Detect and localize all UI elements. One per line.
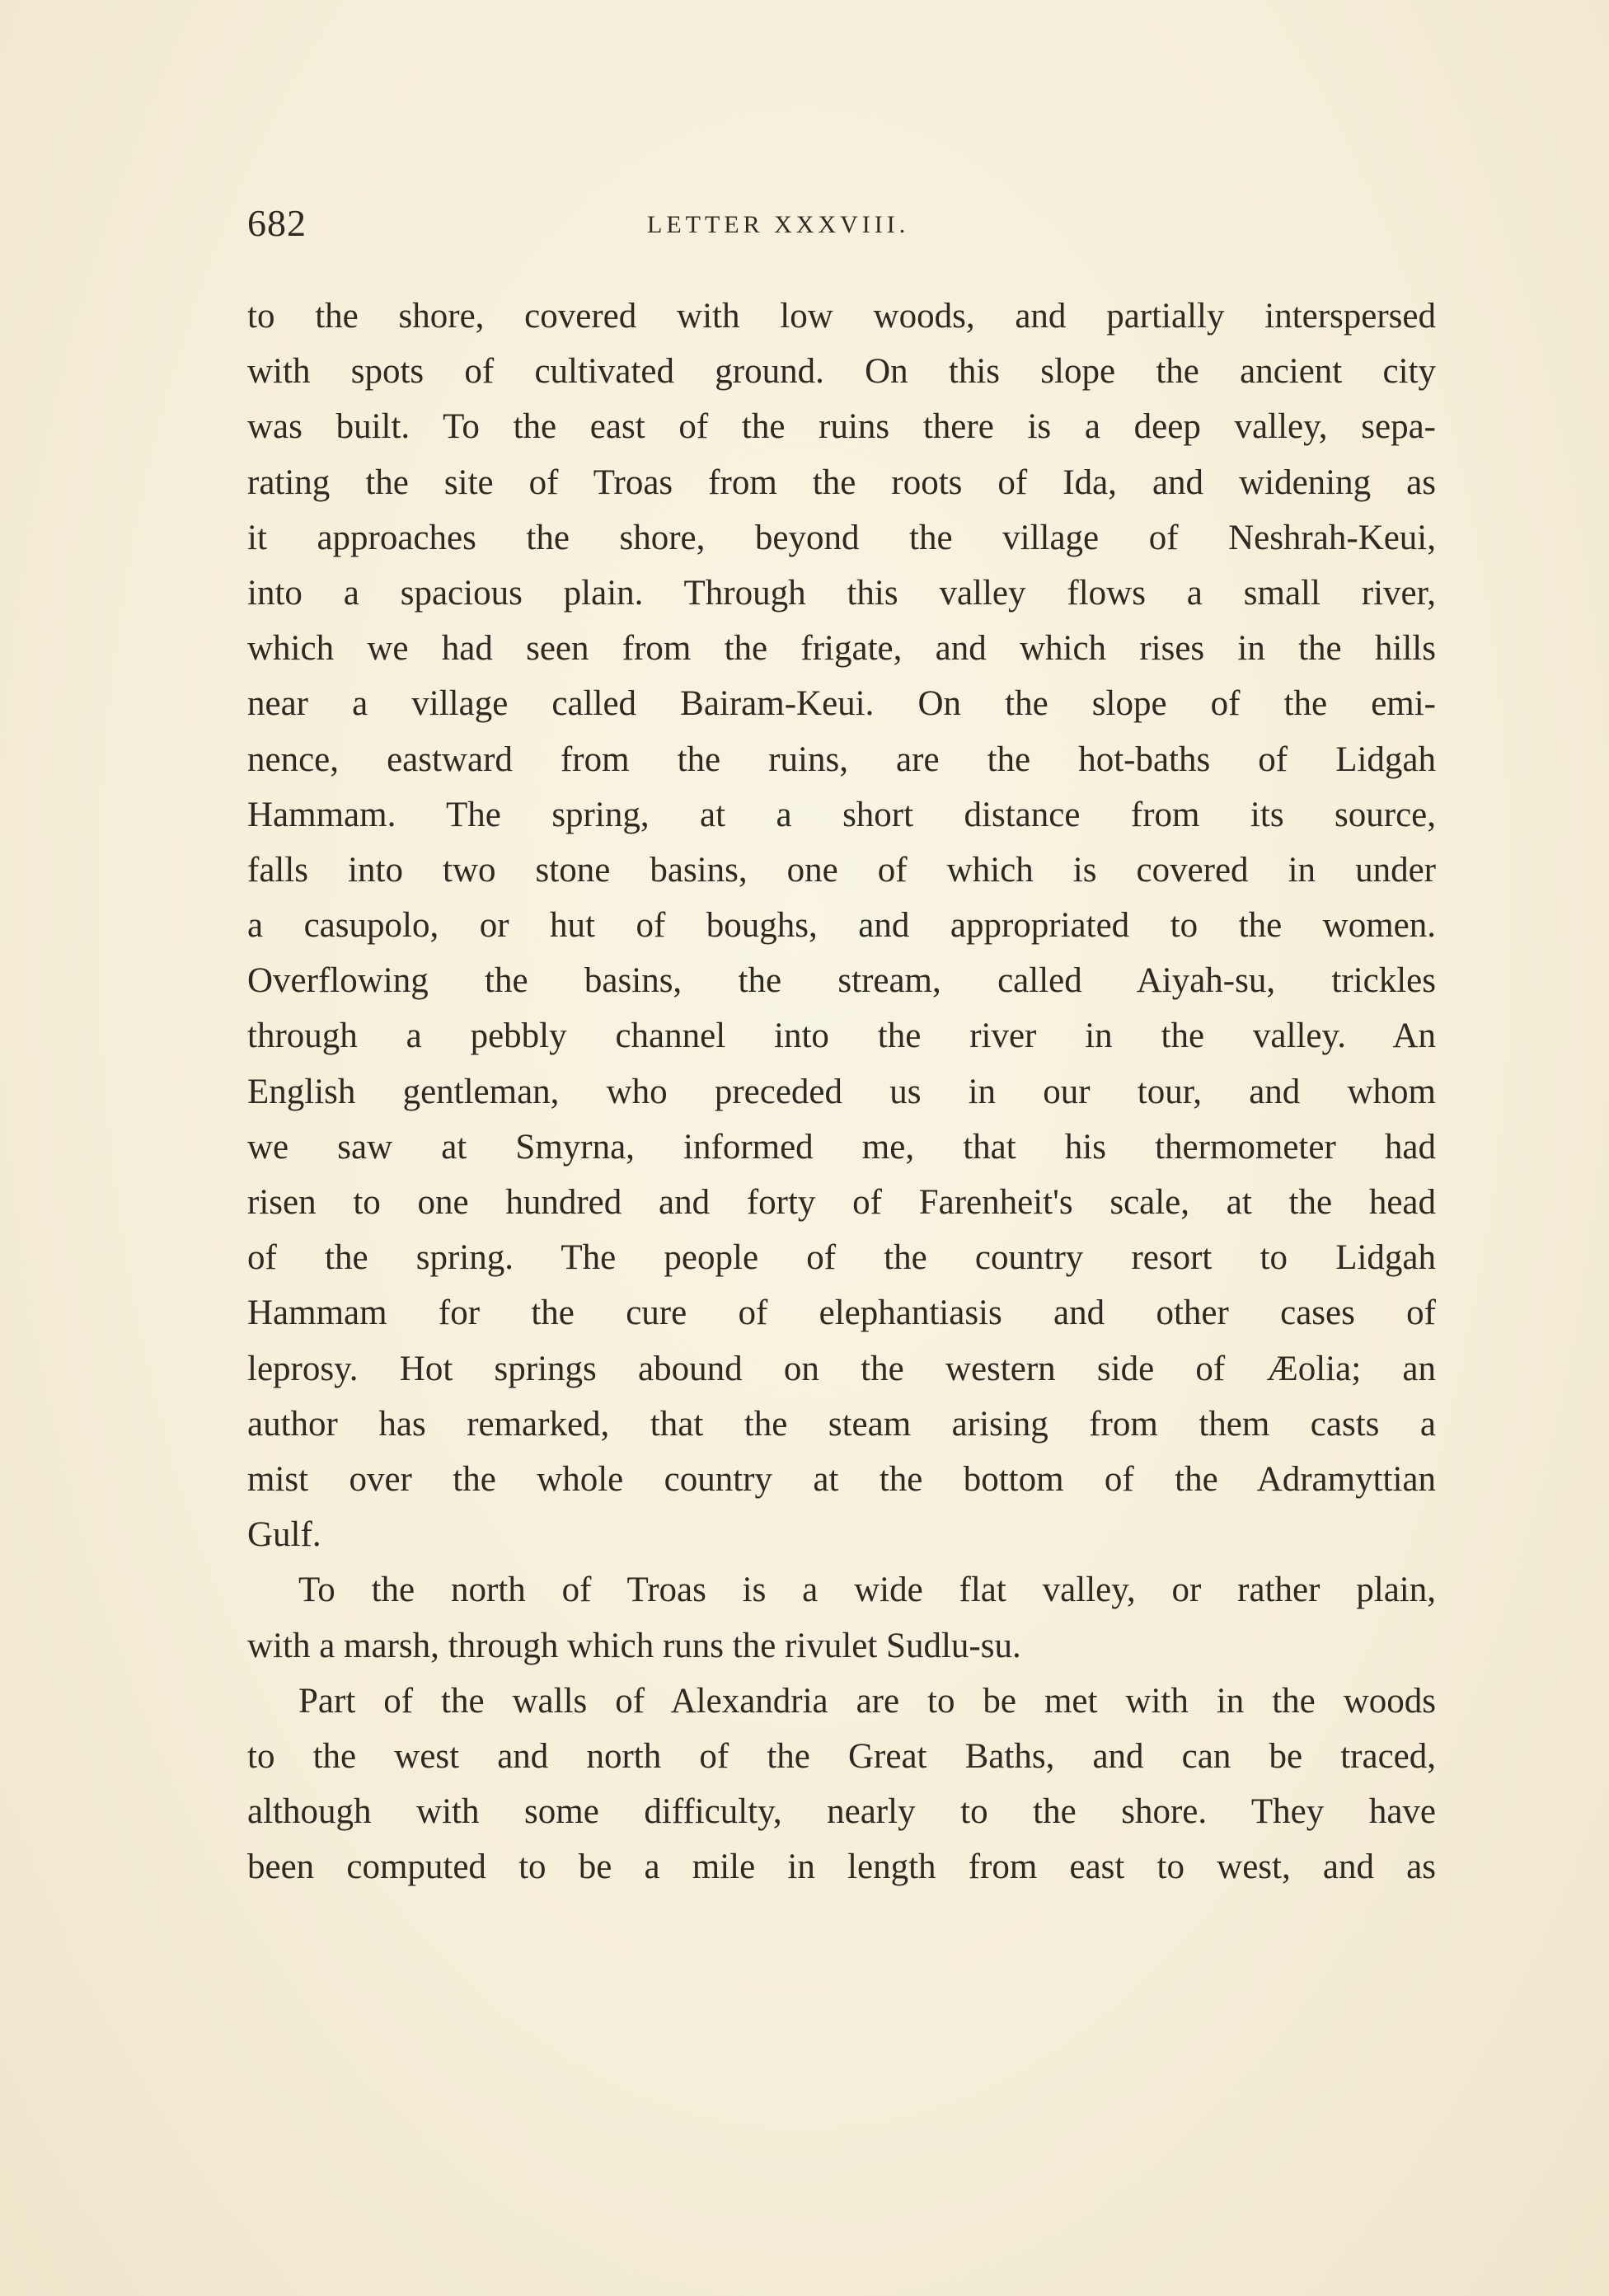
text-line: through a pebbly channel into the river in the valley. An xyxy=(247,1017,1436,1056)
page-header xyxy=(247,201,1401,251)
body-text xyxy=(247,289,1436,1895)
text-line: Gulf. xyxy=(247,1515,321,1555)
text-line: English gentleman, who preceded us in our tour, and whom xyxy=(247,1072,1436,1111)
text-line: with a marsh, through which runs the rivulet Sudlu-su. xyxy=(247,1626,1021,1665)
text-line: although with some difficulty, nearly to the shore. They have xyxy=(247,1792,1436,1832)
text-line: Overflowing the basins, the stream, called Aiyah-su, trickles xyxy=(247,961,1436,1001)
text-line: which we had seen from the frigate, and which rises in the hills xyxy=(247,629,1436,669)
text-line: near a village called Bairam-Keui. On the slope of the emi- xyxy=(247,684,1436,724)
text-line: to the west and north of the Great Baths, and can be traced, xyxy=(247,1736,1436,1776)
text-line: risen to one hundred and forty of Farenheit's scale, at the head xyxy=(247,1183,1436,1222)
paragraph-1 xyxy=(247,289,1436,1562)
text-line: nence, eastward from the ruins, are the hot-baths of Lidgah xyxy=(247,740,1436,779)
text-line: Hammam for the cure of elephantiasis and other cases of xyxy=(247,1294,1436,1333)
text-line: leprosy. Hot springs abound on the western side of Æolia; an xyxy=(247,1349,1436,1388)
text-line: into a spacious plain. Through this valley flows a small river, xyxy=(247,573,1436,613)
text-line: to the shore, covered with low woods, and partially interspersed xyxy=(247,297,1436,336)
text-line: mist over the whole country at the bottom of the Adramyttian xyxy=(247,1459,1436,1499)
text-line: was built. To the east of the ruins there is a deep valley, sepa- xyxy=(247,407,1436,447)
text-line: Hammam. The spring, at a short distance from its source, xyxy=(247,795,1436,834)
running-head: LETTER XXXVIII. xyxy=(647,211,910,238)
page-number: 682 xyxy=(247,202,307,244)
text-line: author has remarked, that the steam arising from them casts a xyxy=(247,1404,1436,1444)
text-line: with spots of cultivated ground. On this slope the ancient city xyxy=(247,352,1436,392)
text-line: To the north of Troas is a wide flat valley, or rather plain, xyxy=(298,1571,1436,1610)
text-line: of the spring. The people of the country resort to Lidgah xyxy=(247,1238,1436,1278)
text-line: been computed to be a mile in length from east to west, and as xyxy=(247,1848,1436,1887)
text-line: a casupolo, or hut of boughs, and appropriated to the women. xyxy=(247,906,1436,946)
text-line: Part of the walls of Alexandria are to be met with in the woods xyxy=(298,1681,1436,1721)
paragraph-3 xyxy=(247,1674,1436,1895)
text-line: falls into two stone basins, one of which is covered in under xyxy=(247,850,1436,890)
text-line: rating the site of Troas from the roots of Ida, and widening as xyxy=(247,462,1436,502)
text-line: it approaches the shore, beyond the village of Neshrah-Keui, xyxy=(247,518,1436,557)
text-line: we saw at Smyrna, informed me, that his thermometer had xyxy=(247,1127,1436,1167)
paragraph-2 xyxy=(247,1562,1436,1673)
